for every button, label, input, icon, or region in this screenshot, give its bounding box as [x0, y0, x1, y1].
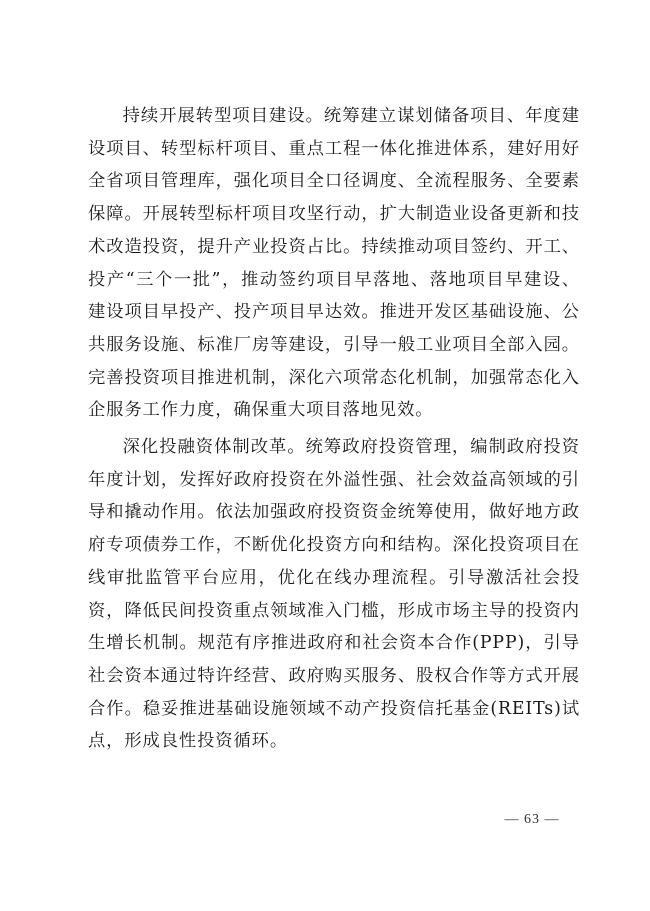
page-number: — 63 —	[504, 812, 560, 827]
paragraph-investment-reform: 深化投融资体制改革。统筹政府投资管理，编制政府投资年度计划，发挥好政府投资在外溢性强、社会效益高领域的引导和撬动作用。依法加强政府投资资金统筹使用，做好地方政府专项债券工作，不断优化投资方向和结构。深化投资项目在线审批监管平台应用，优化在线办理流程。引导激活社会投资，降低民间投资重点领域准入门槛，形成市场主导的投资内生增长机制。规范有序推进政府和社会资本合作(PPP)，引导社会资本通过特许经营、政府购买服务、股权合作等方式开展合作。稳妥推进基础设施领域不动产投资信托基金(REITs)试点，形成良性投资循环。	[88, 437, 580, 752]
paragraph-project-construction: 持续开展转型项目建设。统筹建立谋划储备项目、年度建设项目、转型标杆项目、重点工程一体化推进体系，建好用好全省项目管理库，强化项目全口径调度、全流程服务、全要素保障。开展转型标杆项目攻坚行动，扩大制造业设备更新和技术改造投资，提升产业投资占比。持续推动项目签约、开工、投产“三个一批”，推动签约项目早落地、落地项目早建设、建设项目早投产、投产项目早达效。推进开发区基础设施、公共服务设施、标准厂房等建设，引导一般工业项目全部入园。完善投资项目推进机制，深化六项常态化机制，加强常态化入企服务工作力度，确保重大项目落地见效。	[88, 106, 580, 421]
document-body	[88, 100, 580, 762]
